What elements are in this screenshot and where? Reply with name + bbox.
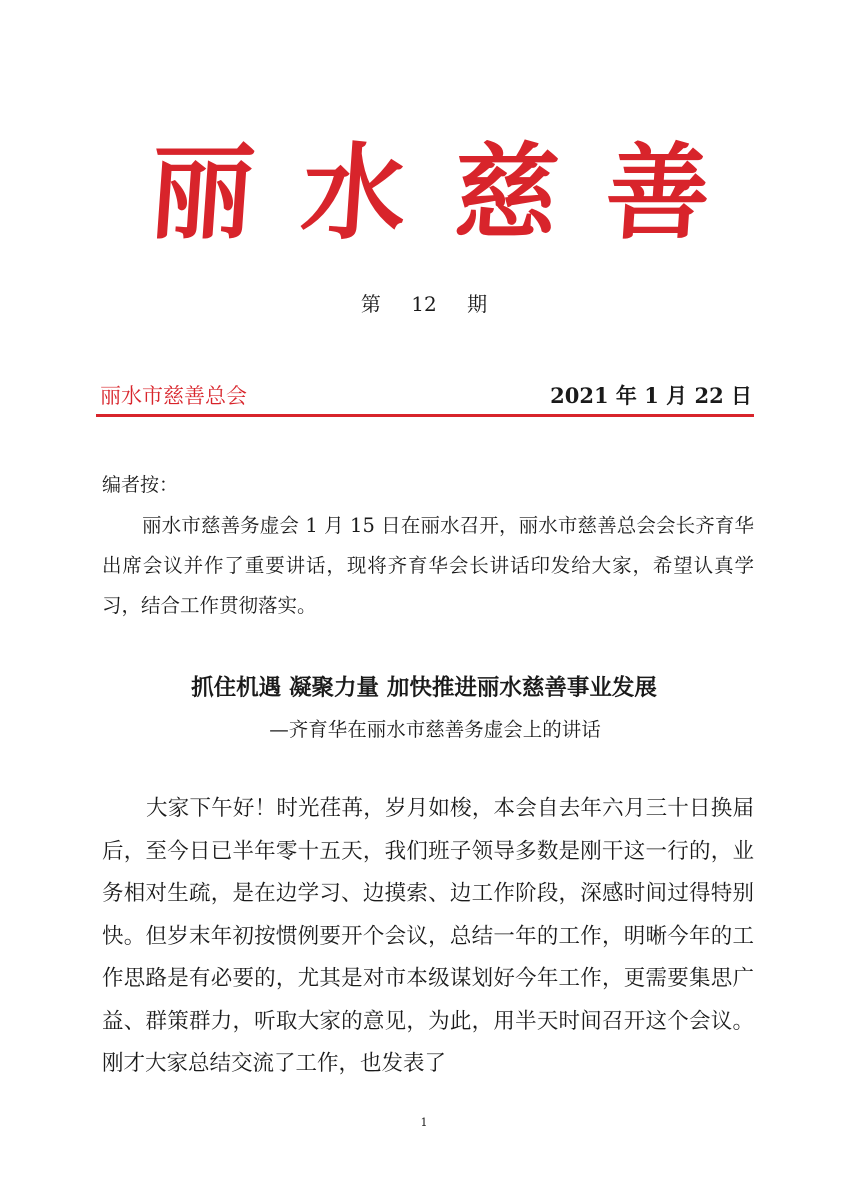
editor-note-text: 丽水市慈善务虚会 1 月 15 日在丽水召开，丽水市慈善总会会长齐育华出席会议并作了重要讲话，现将齐育华会长讲话印发给大家，希望认真学习，结合工作贯彻落实。: [102, 514, 754, 617]
masthead-char: 丽: [145, 131, 259, 254]
issue-date: 2021 年 1 月 22 日: [550, 383, 752, 408]
masthead-char: 水: [297, 131, 411, 254]
organization-name: 丽水市慈善总会: [100, 384, 247, 408]
masthead-char: 慈: [449, 131, 563, 254]
issue-number: 12: [411, 292, 437, 316]
masthead-title: [145, 128, 715, 258]
editor-note-label: 编者按：: [102, 474, 179, 496]
issue-suffix: 期: [467, 292, 488, 316]
header-divider: [96, 414, 754, 417]
header-row: [100, 378, 752, 410]
article-title: 抓住机遇 凝聚力量 加快推进丽水慈善事业发展: [191, 675, 657, 701]
masthead-char: 善: [601, 131, 715, 254]
page-number: 1: [420, 1116, 428, 1129]
article-subtitle: —齐育华在丽水市慈善务虚会上的讲话: [269, 718, 601, 741]
issue-number-line: [0, 288, 848, 317]
issue-prefix: 第: [360, 292, 381, 316]
article-body-paragraph: 大家下午好！时光荏苒，岁月如梭，本会自去年六月三十日换届后，至今日已半年零十五天，我们班子领导多数是刚干这一行的，业务相对生疏，是在边学习、边摸索、边工作阶段，深感时间过得特别快。但岁末年初按惯例要开个会议，总结一年的工作，明晰今年的工作思路是有必要的，尤其是对市本级谋划好今年工作，更需要集思广益、群策群力，听取大家的意见，为此，用半天时间召开这个会议。刚才大家总结交流了工作，也发表了: [102, 796, 754, 1076]
